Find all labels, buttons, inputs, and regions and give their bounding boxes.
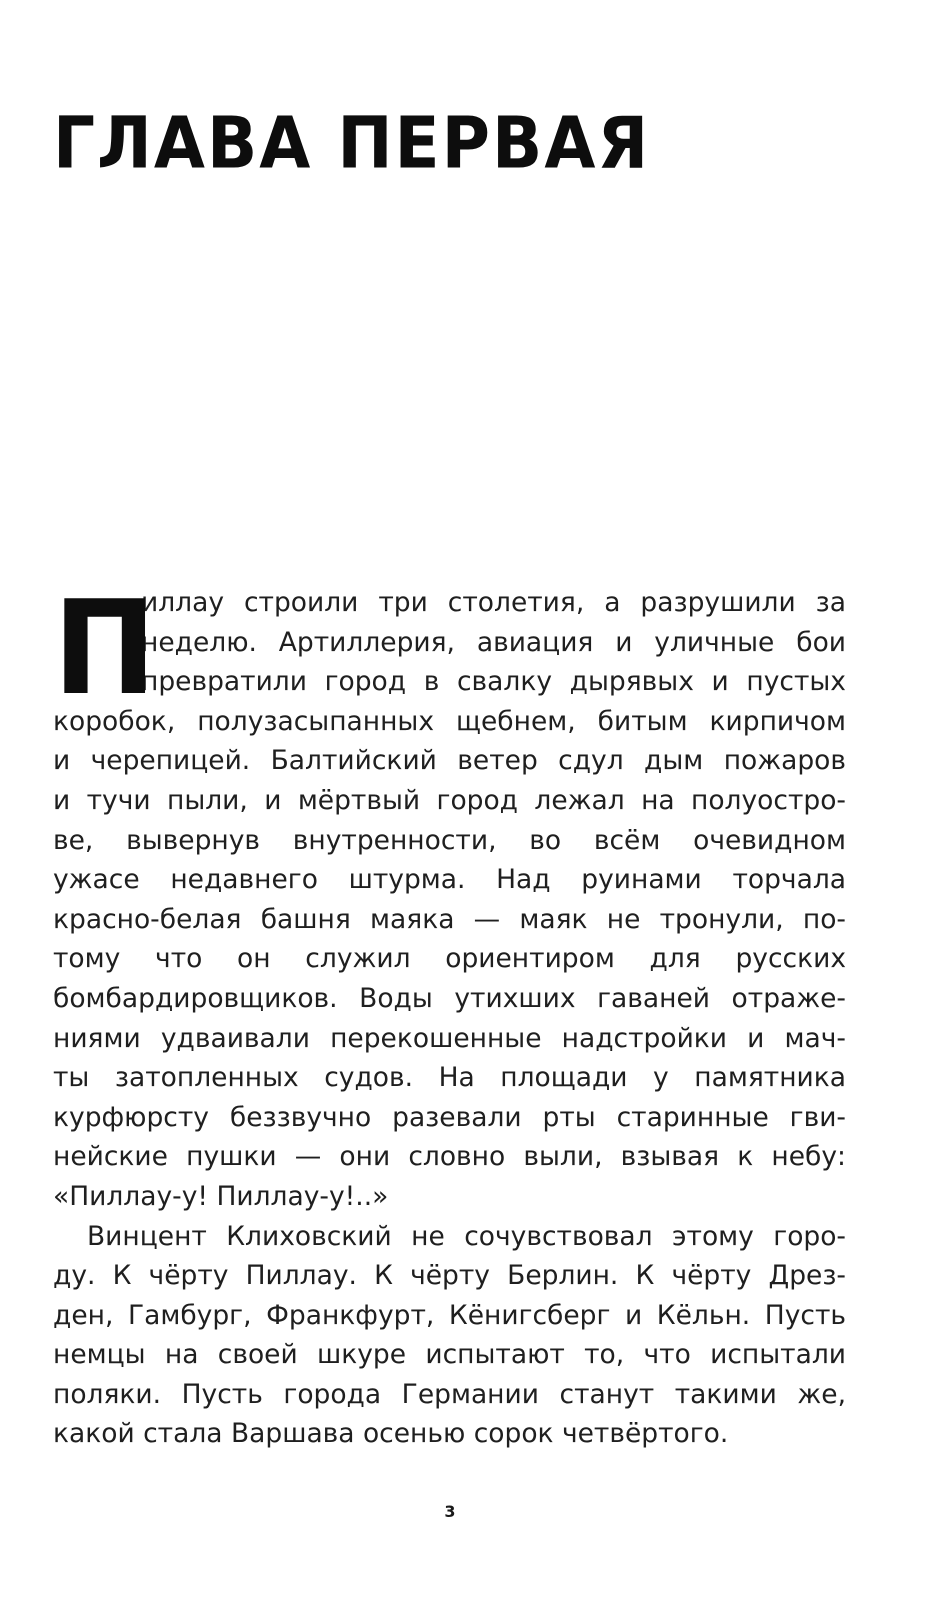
text-line: и тучи пыли, и мёртвый город лежал на полуостро- — [53, 784, 846, 816]
text-line: ужасе недавнего штурма. Над руинами торчала — [53, 864, 846, 896]
text-line: нейские пушки — они словно выли, взывая к небу: — [53, 1141, 846, 1173]
text-line: курфюрсту беззвучно разевали рты старинные гви- — [53, 1101, 846, 1133]
text-line: ниями удваивали перекошенные надстройки и мач- — [53, 1022, 846, 1054]
paragraph-1 — [53, 572, 846, 1217]
text-line: какой стала Варшава осенью сорок четвёртого. — [53, 1418, 729, 1450]
paragraph-2 — [53, 1217, 846, 1455]
body-text — [53, 572, 846, 1454]
text-line: бомбардировщиков. Воды утихших гаваней отраже- — [53, 982, 846, 1014]
drop-cap-box — [53, 572, 157, 724]
text-line: Винцент Клиховский не сочувствовал этому горо- — [87, 1220, 846, 1252]
text-line: ден, Гамбург, Франкфурт, Кёнигсберг и Кёльн. Пусть — [53, 1299, 846, 1331]
text-line: неделю. Артиллерия, авиация и уличные бои — [141, 626, 846, 658]
text-line: красно-белая башня маяка — маяк не тронули, по- — [53, 903, 846, 935]
text-line: иллау строили три столетия, а разрушили за — [141, 587, 846, 618]
text-line: тому что он служил ориентиром для русских — [53, 943, 846, 975]
text-line: «Пиллау-у! Пиллау-у!..» — [53, 1180, 389, 1212]
text-line: коробок, полузасыпанных щебнем, битым кирпичом — [53, 705, 846, 737]
page-number: 3 — [444, 1502, 456, 1521]
text-line: поляки. Пусть города Германии станут такими же, — [53, 1378, 846, 1410]
text-line: и черепицей. Балтийский ветер сдул дым пожаров — [53, 745, 846, 777]
text-line: ве, вывернув внутренности, во всём очевидном — [53, 824, 846, 856]
chapter-title: ГЛАВА ПЕРВАЯ — [53, 101, 651, 185]
text-line: немцы на своей шкуре испытают то, что испытали — [53, 1339, 846, 1371]
text-line: ты затопленных судов. На площади у памятника — [53, 1062, 846, 1094]
text-line: ду. К чёрту Пиллау. К чёрту Берлин. К чёрту Дрез- — [53, 1260, 846, 1292]
drop-cap-letter: П — [53, 572, 157, 724]
text-line: превратили город в свалку дырявых и пустых — [141, 666, 846, 698]
